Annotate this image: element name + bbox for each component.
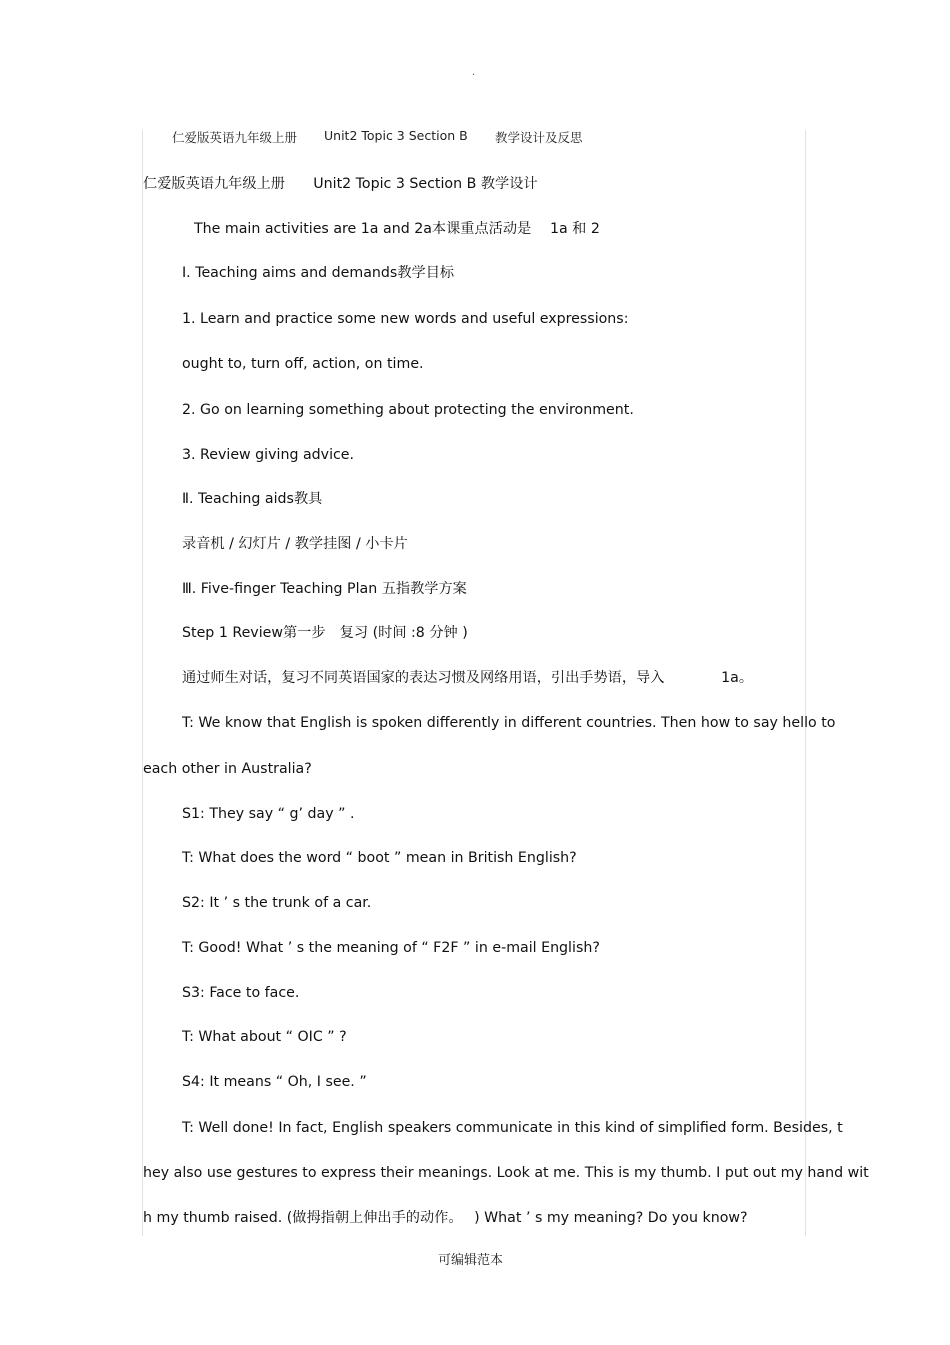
section-teaching-aims: Ⅰ. Teaching aims and demands教学目标	[182, 265, 455, 281]
section-teaching-aids: Ⅱ. Teaching aids教具	[182, 491, 323, 507]
main-activities-line: The main activities are 1a and 2a本课重点活动是 1a 和 2	[194, 221, 600, 237]
dialogue-line: T: What about “ OIC ” ?	[182, 1029, 347, 1045]
aim-2-text: 2. Go on learning something about protecting the environment.	[182, 402, 634, 418]
top-dot-mark: ·	[472, 70, 476, 81]
dialogue-line: each other in Australia?	[143, 761, 312, 777]
header-doc-type: 教学设计及反思	[495, 130, 583, 145]
teaching-aids-list: 录音机 / 幻灯片 / 教学挂图 / 小卡片	[182, 536, 408, 552]
section-teaching-plan: Ⅲ. Five-finger Teaching Plan 五指教学方案	[182, 581, 467, 597]
header-series-title: 仁爱版英语九年级上册	[172, 130, 298, 145]
document-title: 仁爱版英语九年级上册 Unit2 Topic 3 Section B 教学设计	[143, 176, 538, 192]
aim-1-expressions: ought to, turn off, action, on time.	[182, 356, 424, 372]
dialogue-line: S2: It ’ s the trunk of a car.	[182, 895, 372, 911]
dialogue-line: T: Good! What ’ s the meaning of “ F2F ” in e-mail English?	[182, 940, 600, 956]
dialogue-line: T: We know that English is spoken differently in different countries. Then how to say hello to	[182, 715, 836, 731]
dialogue-line: S1: They say “ g’ day ” .	[182, 806, 355, 822]
dialogue-line: S3: Face to face.	[182, 985, 300, 1001]
page-footer: 可编辑范本	[438, 1253, 504, 1268]
dialogue-line: hey also use gestures to express their meanings. Look at me. This is my thumb. I put out my hand wit	[143, 1165, 869, 1181]
step-1-description: 通过师生对话，复习不同英语国家的表达习惯及网络用语，引出手势语，导入 1a。	[182, 670, 754, 686]
aim-3-text: 3. Review giving advice.	[182, 447, 355, 463]
step-1-heading: Step 1 Review第一步 复习 (时间 :8 分钟 )	[182, 625, 468, 641]
dialogue-line: T: What does the word “ boot ” mean in British English?	[182, 850, 577, 866]
dialogue-line: h my thumb raised. (做拇指朝上伸出手的动作。 ) What ’ s my meaning? Do you know?	[143, 1210, 748, 1226]
aim-1-text: 1. Learn and practice some new words and useful expressions:	[182, 311, 629, 327]
dialogue-line: T: Well done! In fact, English speakers communicate in this kind of simplified form. Besides, t	[182, 1120, 843, 1136]
header-unit-section: Unit2 Topic 3 Section B	[324, 128, 468, 143]
dialogue-line: S4: It means “ Oh, I see. ”	[182, 1074, 367, 1090]
